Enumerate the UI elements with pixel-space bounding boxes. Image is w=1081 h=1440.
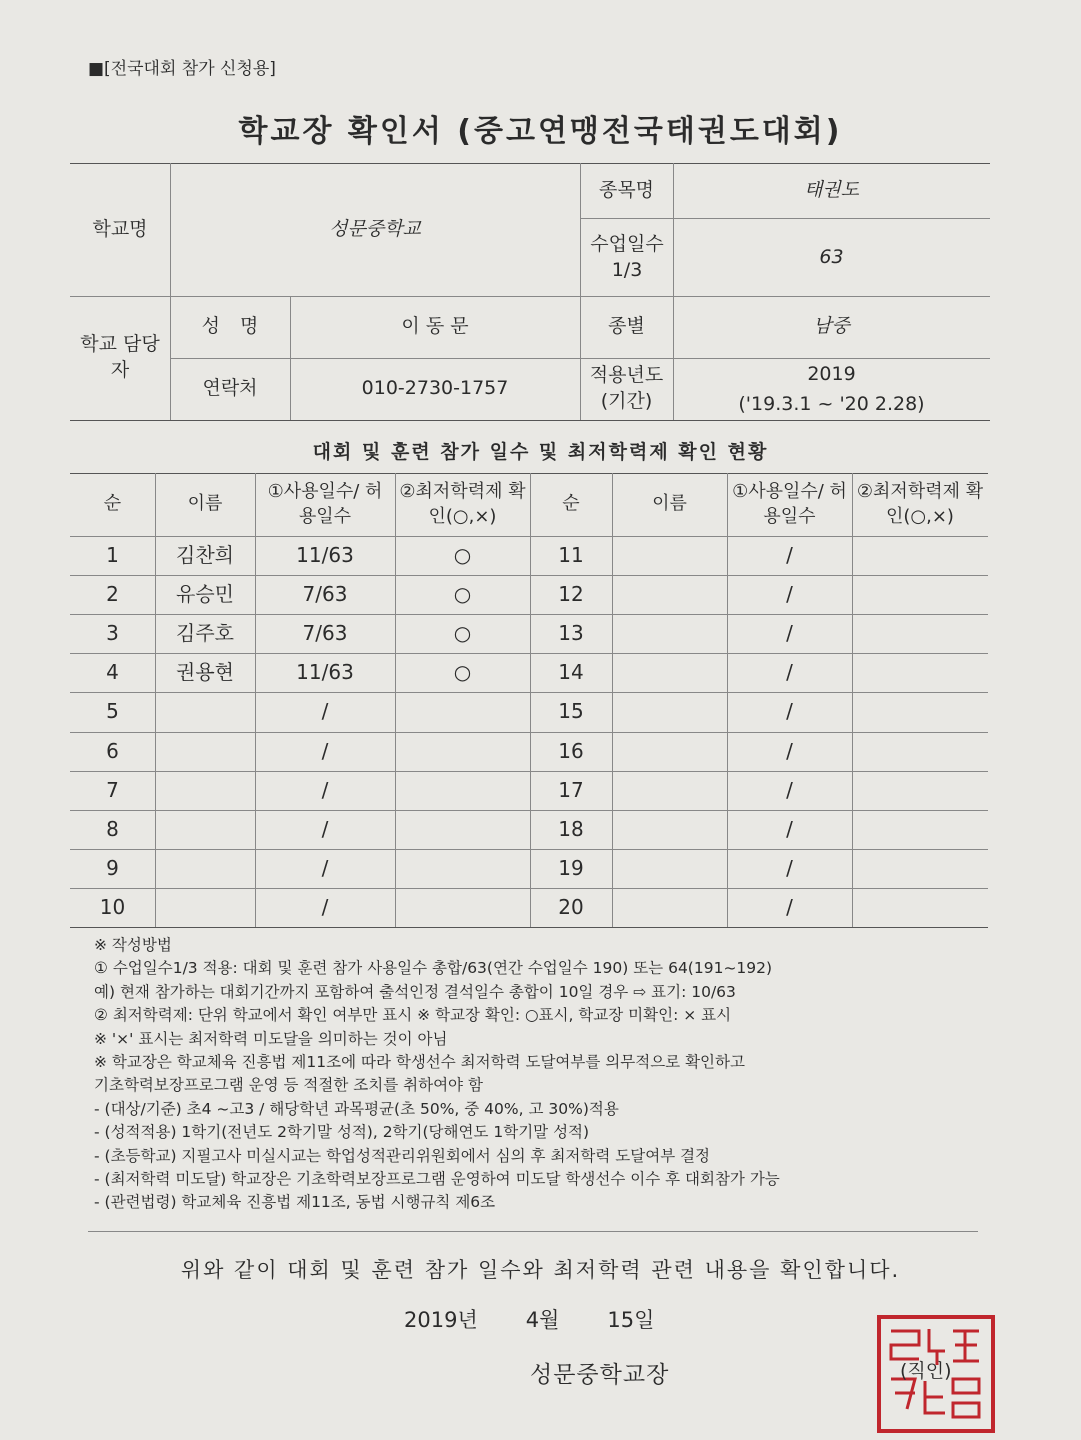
student-name xyxy=(612,614,727,653)
row-number: 6 xyxy=(106,738,119,763)
academic-check: ○ xyxy=(453,543,472,568)
days-used: 7/63 xyxy=(302,621,348,646)
row-number: 4 xyxy=(106,660,119,685)
guide-line: ② 최저학력제: 단위 학교에서 확인 여부만 표시 ※ 학교장 확인: ○표시, 학교장 미확인: × 표시 xyxy=(94,1006,732,1025)
name-value: 이 동 문 xyxy=(401,315,469,338)
days-used: / xyxy=(786,816,793,841)
guide-line: ※ 학교장은 학교체육 진흥법 제11조에 따라 학생선수 최저학력 도달여부를 의무적으로 확인하고 xyxy=(94,1053,745,1072)
row-number: 13 xyxy=(558,621,584,646)
academic-check xyxy=(395,692,530,731)
table-header-cell: 순 xyxy=(103,493,122,515)
confirm-statement: 위와 같이 대회 및 훈련 참가 일수와 최저학력 관련 내용을 확인합니다. xyxy=(180,1258,901,1282)
student-name xyxy=(612,849,727,888)
notes-bottom-border xyxy=(88,1231,978,1232)
event-value: 태권도 xyxy=(803,178,860,201)
period-value: ('19.3.1 ~ '20 2.28) xyxy=(738,393,925,416)
student-name: 유승민 xyxy=(176,582,234,607)
date-month: 4월 xyxy=(525,1308,560,1332)
staff-label: 학교 담당자 xyxy=(80,333,160,381)
academic-check xyxy=(395,888,530,927)
row-number: 2 xyxy=(106,582,119,607)
table-header-cell: 이름 xyxy=(652,493,687,515)
days-label: 수업일수 1/3 xyxy=(590,233,664,281)
date-day: 15일 xyxy=(607,1308,655,1332)
academic-check xyxy=(852,653,988,692)
row-number: 14 xyxy=(558,660,584,685)
info-divider xyxy=(580,218,990,219)
student-name xyxy=(612,888,727,927)
days-used: / xyxy=(321,855,329,880)
guide-line: - (대상/기준) 초4 ~고3 / 해당학년 과목평균(초 50%, 중 40%, 고 30%)적용 xyxy=(94,1099,619,1118)
student-name xyxy=(612,536,727,575)
row-number: 19 xyxy=(558,855,584,880)
row-number: 1 xyxy=(106,543,119,568)
student-name xyxy=(155,692,255,731)
info-bottom-border xyxy=(70,420,990,421)
days-used: / xyxy=(321,816,329,841)
student-name: 김찬희 xyxy=(176,543,234,568)
row-number: 7 xyxy=(106,777,119,802)
year-value: 2019 xyxy=(807,363,856,386)
days-used: 11/63 xyxy=(296,543,354,568)
category-value: 남중 xyxy=(813,315,850,338)
student-name: 권용현 xyxy=(176,660,234,685)
days-used: / xyxy=(786,738,793,763)
academic-check xyxy=(852,575,988,614)
days-used: / xyxy=(786,543,793,568)
guide-line: - (관련법령) 학교체육 진흥법 제11조, 동법 시행규칙 제6조 xyxy=(94,1193,496,1212)
contact-value: 010-2730-1757 xyxy=(361,377,509,400)
row-number: 10 xyxy=(99,894,126,919)
contact-label: 연락처 xyxy=(202,377,258,400)
school-value: 성문중학교 xyxy=(329,217,421,240)
row-number: 11 xyxy=(558,543,584,568)
days-used: / xyxy=(786,894,793,919)
academic-check xyxy=(395,849,530,888)
academic-check: ○ xyxy=(453,660,472,685)
academic-check xyxy=(852,810,988,849)
days-used: / xyxy=(321,699,329,724)
row-number: 12 xyxy=(558,582,584,607)
days-used: / xyxy=(786,777,793,802)
principal-signature: 성문중학교장 xyxy=(530,1362,670,1388)
academic-check xyxy=(395,810,530,849)
category-label: 종별 xyxy=(608,315,645,338)
days-used: / xyxy=(321,777,329,802)
days-used: 11/63 xyxy=(296,660,354,685)
table-header-cell: ②최저학력제 확인(○,×) xyxy=(856,481,984,527)
student-name xyxy=(612,692,727,731)
academic-check xyxy=(852,732,988,771)
guide-line: 예) 현재 참가하는 대회기간까지 포함하여 출석인정 결석일수 총합이 10일 경우 ⇨ 표기: 10/63 xyxy=(94,982,736,1001)
academic-check xyxy=(852,692,988,731)
section-title: 대회 및 훈련 참가 일수 및 최저학력제 확인 현황 xyxy=(312,441,769,463)
guide-line: - (초등학교) 지필고사 미실시교는 학업성적관리위원회에서 심의 후 최저학력 도달여부 결정 xyxy=(94,1146,711,1165)
academic-check: ○ xyxy=(453,582,472,607)
table-header-cell: ①사용일수/ 허용일수 xyxy=(267,481,383,527)
student-name xyxy=(612,575,727,614)
student-name xyxy=(155,888,255,927)
academic-check xyxy=(852,536,988,575)
date-year: 2019년 xyxy=(404,1308,478,1332)
days-used: / xyxy=(786,660,793,685)
form-tag: ■[전국대회 참가 신청용] xyxy=(88,59,276,79)
table-header-cell: ①사용일수/ 허용일수 xyxy=(732,481,847,527)
row-number: 15 xyxy=(558,699,584,724)
academic-check: ○ xyxy=(453,621,472,646)
days-used: / xyxy=(321,738,329,763)
student-name xyxy=(612,732,727,771)
academic-check xyxy=(395,771,530,810)
document-title: 학교장 확인서 (중고연맹전국태권도대회) xyxy=(238,114,843,149)
academic-check xyxy=(852,888,988,927)
school-label: 학교명 xyxy=(92,217,148,240)
year-label: 적용년도 (기간) xyxy=(589,364,664,412)
student-name xyxy=(612,771,727,810)
table-header-cell: 이름 xyxy=(187,493,223,515)
days-used: / xyxy=(321,894,329,919)
issue-date xyxy=(404,1304,702,1334)
academic-check xyxy=(852,849,988,888)
days-used: / xyxy=(786,621,793,646)
academic-check xyxy=(852,614,988,653)
table-header-cell: ②최저학력제 확인(○,×) xyxy=(399,481,526,527)
name-label: 성 명 xyxy=(201,315,259,338)
guide-line: ※ '×' 표시는 최저학력 미도달을 의미하는 것이 아님 xyxy=(94,1029,448,1048)
days-value: 63 xyxy=(819,246,844,269)
student-name: 김주호 xyxy=(176,621,234,646)
guide-line: 기초학력보장프로그램 운영 등 적절한 조치를 취하여야 함 xyxy=(94,1076,483,1095)
event-label: 종목명 xyxy=(598,178,655,201)
row-number: 5 xyxy=(106,699,119,724)
student-name xyxy=(612,810,727,849)
table-header-cell: 순 xyxy=(562,493,580,515)
student-name xyxy=(155,771,255,810)
row-number: 8 xyxy=(106,816,119,841)
row-number: 16 xyxy=(558,738,584,763)
guide-line: ※ 작성방법 xyxy=(94,936,172,954)
student-name xyxy=(155,849,255,888)
days-used: 7/63 xyxy=(302,582,348,607)
academic-check xyxy=(852,771,988,810)
guide-line: - (성적적용) 1학기(전년도 2학기말 성적), 2학기(당해연도 1학기말 성적) xyxy=(94,1123,590,1142)
writing-guide xyxy=(94,934,780,1215)
days-used: / xyxy=(786,855,793,880)
days-used: / xyxy=(786,582,793,607)
row-number: 17 xyxy=(558,777,584,802)
seal-label: (직인) xyxy=(900,1360,952,1382)
row-number: 3 xyxy=(106,621,119,646)
guide-line: ① 수업일수1/3 적용: 대회 및 훈련 참가 사용일수 총합/63(연간 수업일수 190) 또는 64(191~192) xyxy=(94,959,773,978)
guide-line: - (최저학력 미도달) 학교장은 기초학력보장프로그램 운영하여 미도달 학생선수 이수 후 대회참가 가능 xyxy=(94,1170,780,1189)
student-name xyxy=(612,653,727,692)
student-name xyxy=(155,732,255,771)
academic-check xyxy=(395,732,530,771)
student-name xyxy=(155,810,255,849)
row-number: 20 xyxy=(558,894,584,919)
row-number: 9 xyxy=(106,855,119,880)
days-used: / xyxy=(786,699,793,724)
row-number: 18 xyxy=(558,816,584,841)
table-row-divider xyxy=(70,927,988,928)
